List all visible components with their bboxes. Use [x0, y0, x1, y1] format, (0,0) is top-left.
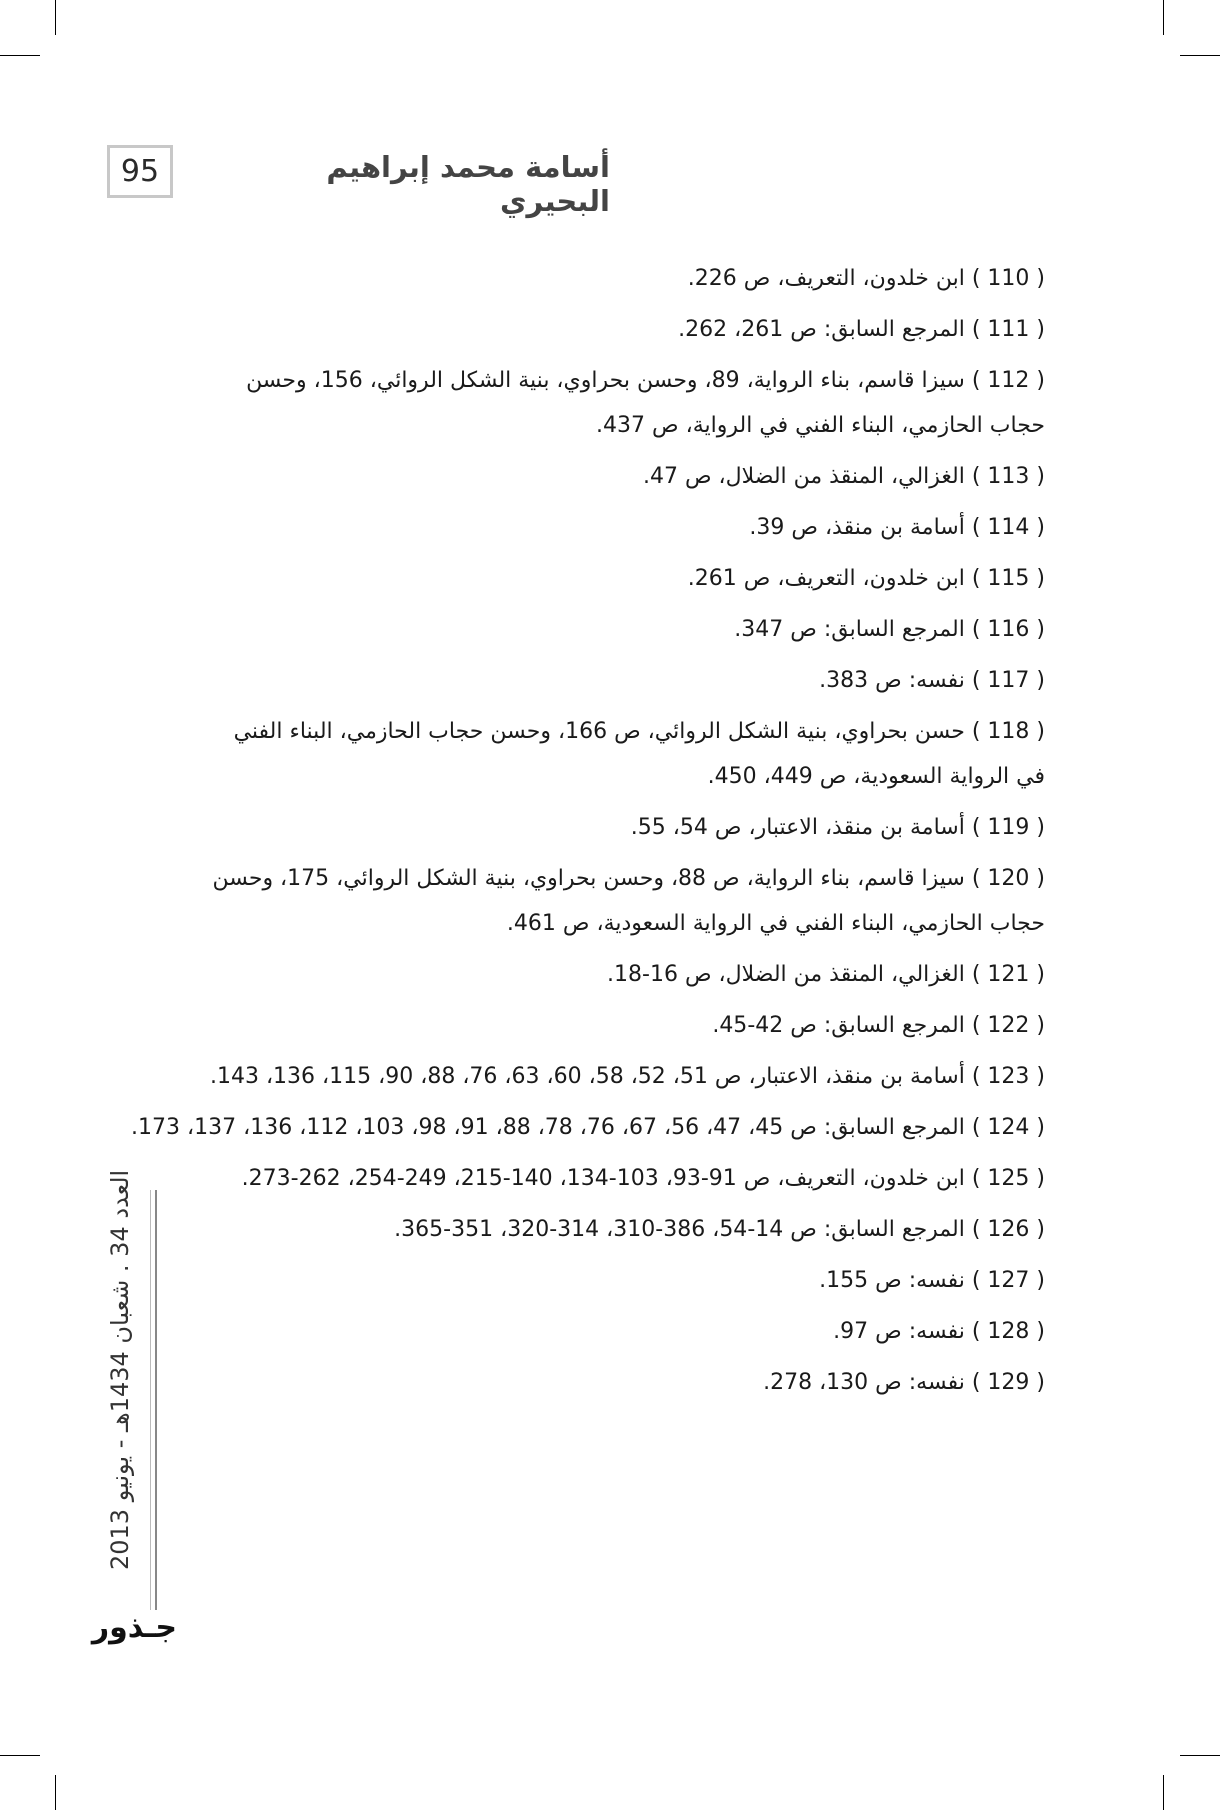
page-number: 95	[107, 145, 173, 198]
endnote: ( 127 ) نفسه: ص 155.	[819, 1268, 1045, 1293]
crop-mark	[0, 1755, 40, 1756]
endnote: ( 121 ) الغزالي، المنقذ من الضلال، ص 16-18.	[607, 962, 1045, 987]
crop-mark	[55, 1775, 56, 1810]
endnotes-list	[131, 253, 1045, 1408]
endnote: ( 123 ) أسامة بن منقذ، الاعتبار، ص 51، 52، 58، 60، 63، 76، 88، 90، 115، 136، 143.	[209, 1064, 1045, 1089]
endnote: ( 111 ) المرجع السابق: ص 261، 262.	[678, 317, 1045, 342]
endnote: ( 114 ) أسامة بن منقذ، ص 39.	[749, 515, 1045, 540]
endnote: ( 118 ) حسن بحراوي، بنية الشكل الروائي، ص 166، وحسن حجاب الحازمي، البناء الفني في الرواية السعودية، ص 449، 450.	[233, 719, 1045, 789]
sidebar-divider	[155, 1190, 157, 1610]
endnote: ( 113 ) الغزالي، المنقذ من الضلال، ص 47.	[642, 464, 1045, 489]
crop-mark	[0, 55, 40, 56]
endnote: ( 126 ) المرجع السابق: ص 14-54، 386-310، 314-320، 351-365.	[394, 1217, 1045, 1242]
endnote: ( 129 ) نفسه: ص 130، 278.	[763, 1370, 1045, 1395]
endnote: ( 122 ) المرجع السابق: ص 42-45.	[712, 1013, 1045, 1038]
endnote: ( 128 ) نفسه: ص 97.	[833, 1319, 1045, 1344]
crop-mark	[1180, 55, 1220, 56]
crop-mark	[1163, 1775, 1164, 1810]
endnote: ( 115 ) ابن خلدون، التعريف، ص 261.	[687, 566, 1045, 591]
sidebar-divider	[150, 1190, 151, 1610]
crop-mark	[55, 0, 56, 35]
endnote: ( 116 ) المرجع السابق: ص 347.	[734, 617, 1045, 642]
endnote: ( 125 ) ابن خلدون، التعريف، ص 91-93، 103-134، 140-215، 249-254، 262-273.	[241, 1166, 1045, 1191]
issue-info-vertical: العدد 34 . شعبان 1434هـ - يونيو 2013	[106, 1169, 134, 1570]
journal-logo: جـذور	[91, 1610, 177, 1645]
endnote: ( 120 ) سيزا قاسم، بناء الرواية، ص 88، وحسن بحراوي، بنية الشكل الروائي، 175، وحسن حجاب الحازمي، البناء الفني في الرواية السعودية، ص 461.	[212, 866, 1045, 936]
crop-mark	[1180, 1755, 1220, 1756]
endnote: ( 119 ) أسامة بن منقذ، الاعتبار، ص 54، 55.	[630, 815, 1045, 840]
running-head-author: أسامة محمد إبراهيم البحيري	[326, 150, 610, 218]
endnote: ( 112 ) سيزا قاسم، بناء الرواية، 89، وحسن بحراوي، بنية الشكل الروائي، 156، وحسن حجاب الحازمي، البناء الفني في الرواية، ص 437.	[246, 368, 1045, 438]
endnote: ( 124 ) المرجع السابق: ص 45، 47، 56، 67، 76، 78، 88، 91، 98، 103، 112، 136، 137، 173.	[131, 1115, 1045, 1140]
endnote: ( 110 ) ابن خلدون، التعريف، ص 226.	[687, 266, 1045, 291]
crop-mark	[1163, 0, 1164, 35]
endnote: ( 117 ) نفسه: ص 383.	[819, 668, 1045, 693]
